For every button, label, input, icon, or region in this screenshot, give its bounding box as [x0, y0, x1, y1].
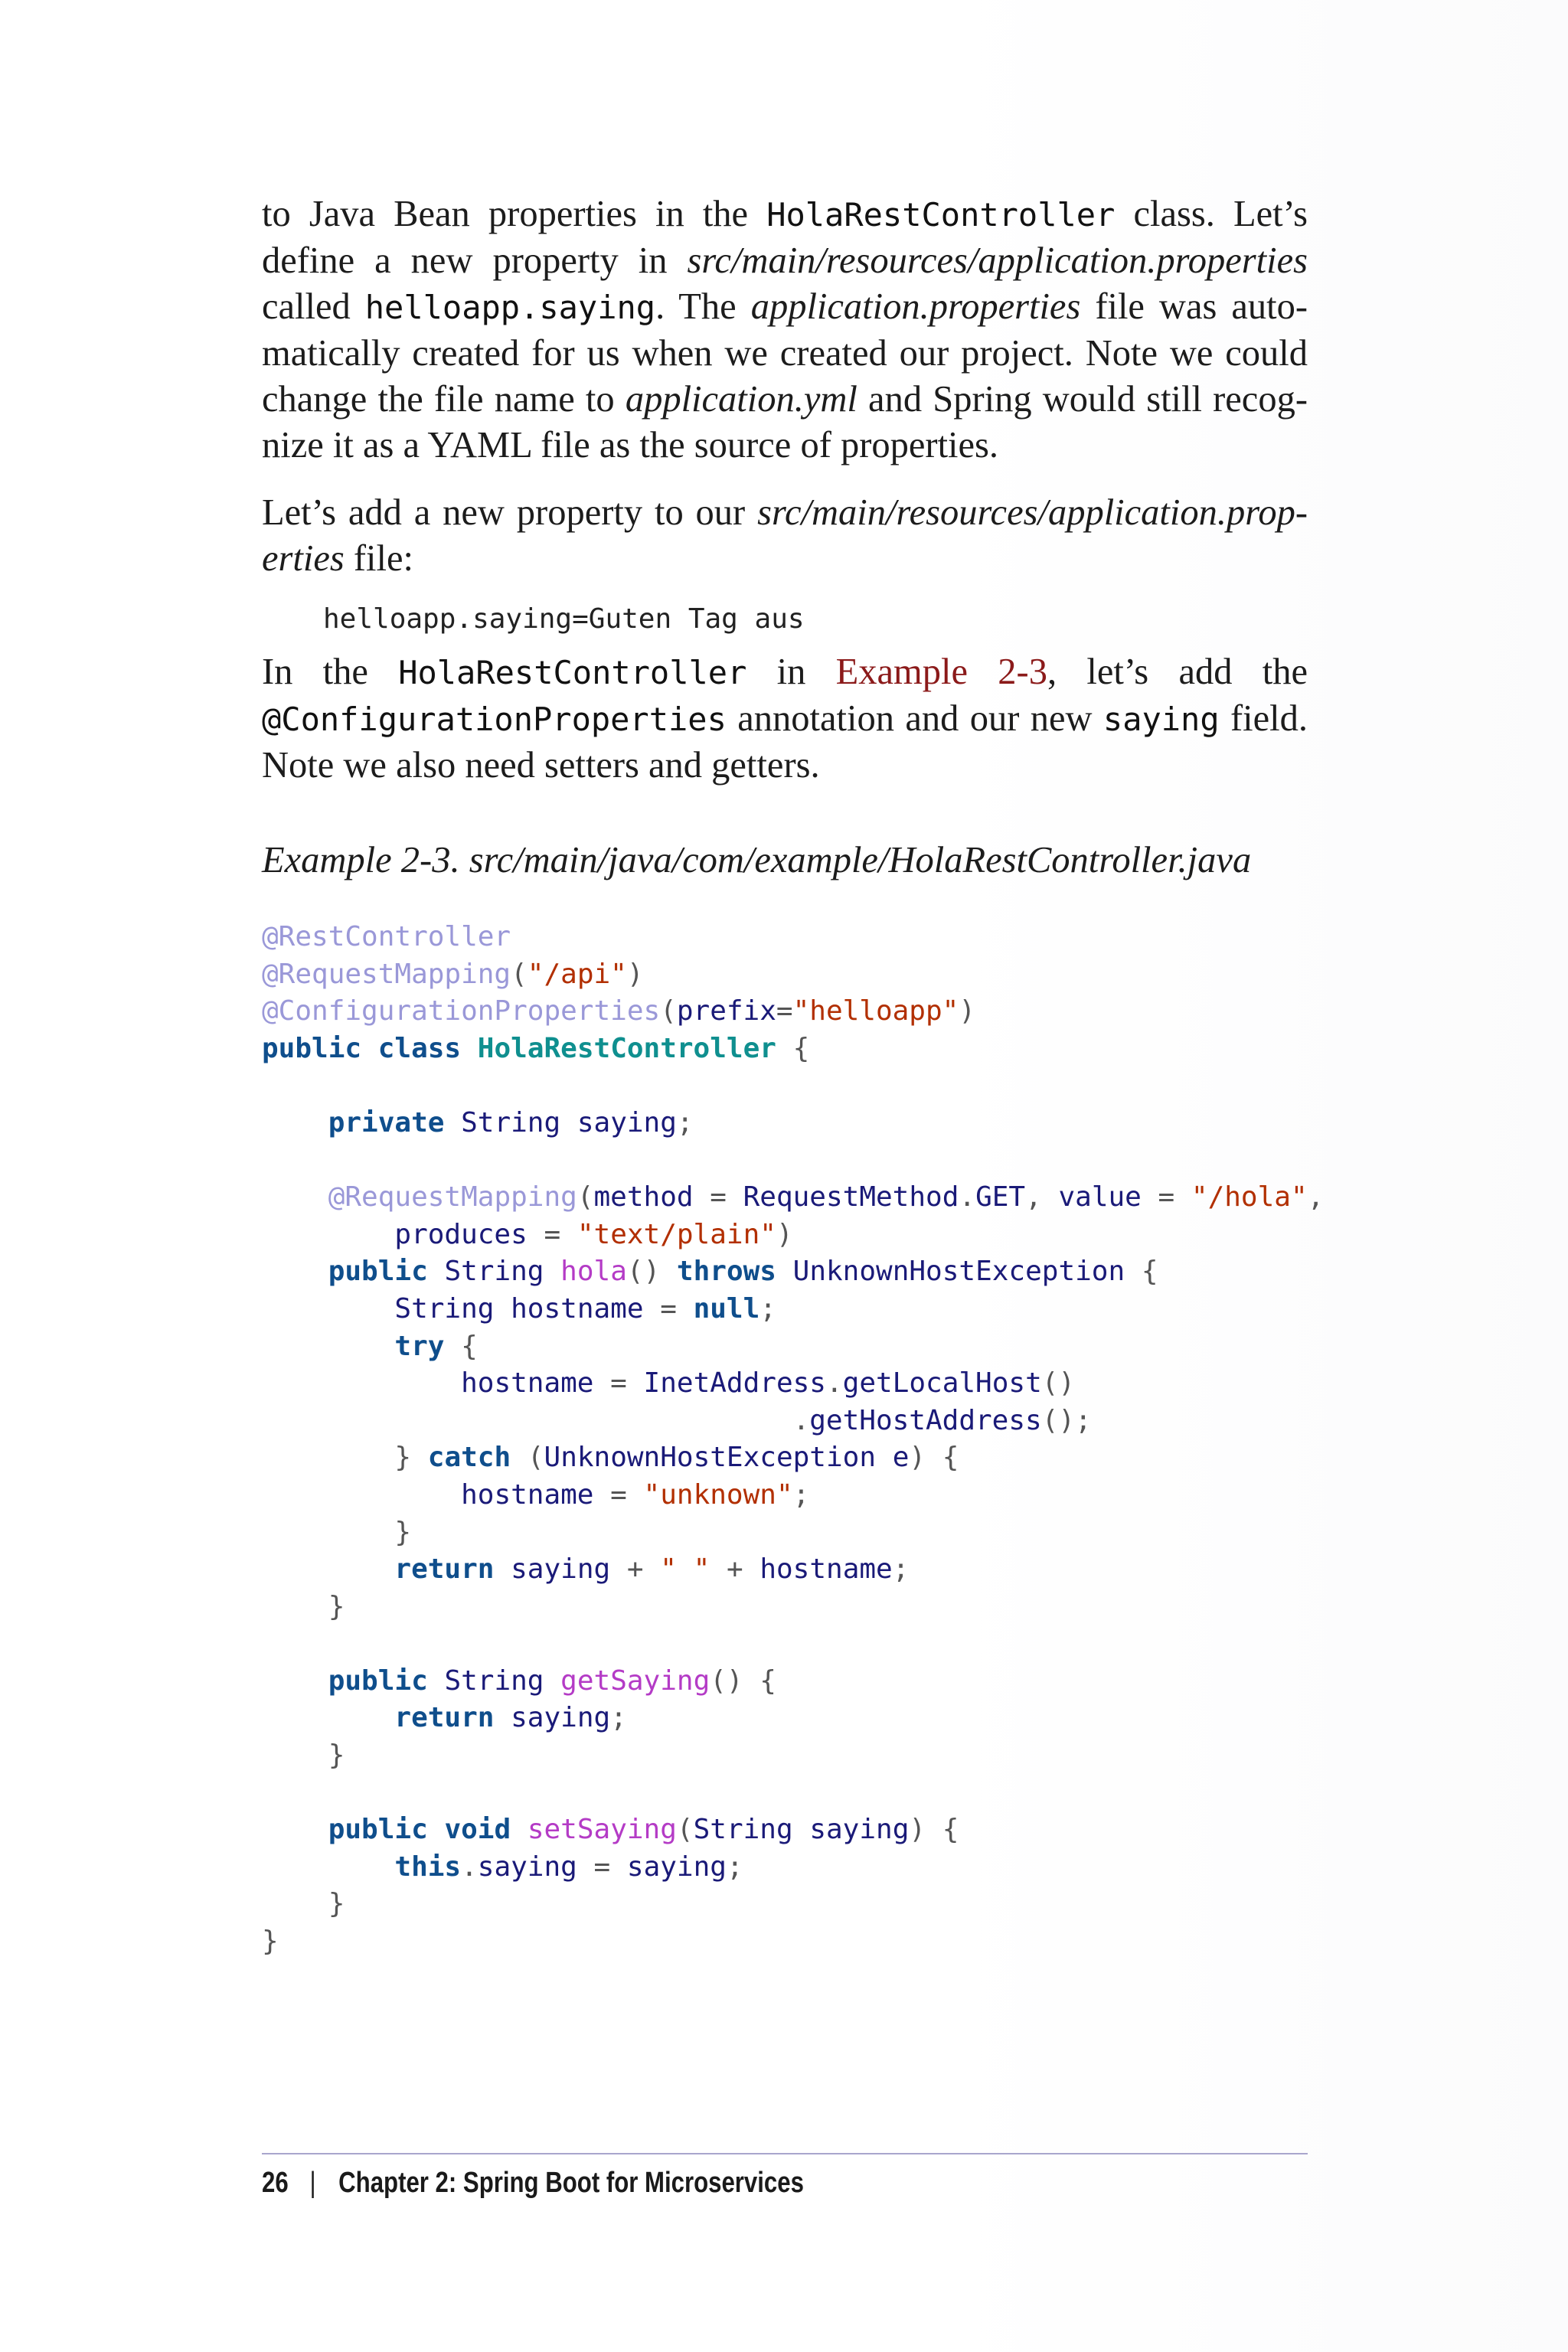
chapter-title: Chapter 2: Spring Boot for Microservices — [338, 2167, 804, 2199]
file-path: application.properties — [750, 286, 1081, 327]
text-run: to Java Bean properties in the — [262, 194, 767, 234]
text-run: called — [262, 286, 365, 327]
file-path: src/main/resources/application.properties — [687, 240, 1308, 281]
annotation: @ConfigurationProperties — [262, 995, 661, 1027]
inline-code: saying — [1102, 701, 1220, 738]
code-token: . — [792, 1404, 810, 1436]
code-token: ) — [776, 1218, 793, 1250]
inline-code: helloapp.saying — [364, 289, 656, 326]
code-token: catch — [427, 1442, 511, 1474]
properties-snippet: helloapp.saying=Guten Tag aus — [323, 603, 805, 635]
code-token: ( — [676, 1814, 694, 1846]
code-token: String — [394, 1292, 495, 1325]
code-token: String — [461, 1106, 561, 1138]
text-run: Let’s add a new property to our — [262, 492, 758, 533]
code-token: } — [394, 1442, 412, 1474]
string-literal: "/api" — [527, 958, 627, 990]
code-token: ( — [660, 995, 677, 1027]
code-token: hostname — [760, 1553, 893, 1586]
code-token: = — [610, 1367, 627, 1400]
text-run: In the — [262, 652, 399, 692]
code-token: hostname — [461, 1478, 594, 1511]
code-token: ) — [626, 958, 644, 990]
code-token: produces — [394, 1218, 528, 1250]
paragraph-properties-intro — [262, 191, 1308, 469]
code-token: public — [328, 1256, 428, 1288]
code-token: ) — [909, 1442, 926, 1474]
file-path: src/main/resources/application.properties — [262, 492, 1308, 579]
example-caption: Example 2-3. src/main/java/com/example/HolaRestController.java — [262, 840, 1252, 880]
code-token: } — [328, 1740, 345, 1772]
code-token: RequestMethod — [743, 1181, 959, 1214]
method-name: hola — [560, 1256, 627, 1288]
text-run: and Spring would still recognize it as a YAML file as the source of properties. — [262, 379, 1308, 466]
text-run: file was automatically created for us when we created our project. Note we could change the file name to — [262, 286, 1308, 420]
code-token: hostname — [511, 1292, 644, 1325]
code-token: { — [942, 1814, 959, 1846]
code-token: + — [726, 1553, 743, 1586]
code-token: ; — [610, 1702, 627, 1734]
code-token: return — [394, 1553, 495, 1586]
code-token: } — [328, 1590, 345, 1622]
code-token: hostname — [461, 1367, 594, 1400]
code-token: saying — [577, 1106, 677, 1138]
footer-separator: | — [309, 2167, 316, 2199]
code-token: . — [825, 1367, 843, 1400]
code-token: UnknownHostException — [544, 1442, 876, 1474]
code-token: { — [1141, 1256, 1158, 1288]
code-token: . — [461, 1851, 478, 1883]
method-name: getSaying — [560, 1664, 710, 1697]
text-run: annotation and our new — [726, 698, 1103, 739]
code-token: saying — [511, 1702, 611, 1734]
code-token: String — [444, 1664, 544, 1697]
code-token: , — [1025, 1181, 1042, 1214]
page-content — [262, 191, 1325, 1961]
text-run: , let’s add the — [1047, 652, 1308, 692]
code-token: ; — [726, 1851, 743, 1883]
code-token: saying — [511, 1553, 611, 1586]
inline-code: @ConfigurationProperties — [262, 701, 727, 738]
code-token: String — [444, 1256, 544, 1288]
code-token: throws — [676, 1256, 776, 1288]
code-token: null — [693, 1292, 760, 1325]
code-token: + — [626, 1553, 644, 1586]
code-token: public — [328, 1664, 428, 1697]
code-token: return — [394, 1702, 495, 1734]
footer-divider — [262, 2153, 1308, 2154]
code-token: method — [593, 1181, 694, 1214]
code-token: = — [610, 1478, 627, 1511]
code-token: void — [444, 1814, 511, 1846]
code-token: (); — [1041, 1404, 1092, 1436]
code-token: { — [792, 1032, 810, 1064]
inline-code: HolaRestController — [766, 196, 1116, 234]
string-literal: "unknown" — [643, 1478, 793, 1511]
code-token: } — [394, 1516, 412, 1548]
code-token: public — [262, 1032, 362, 1064]
code-token: ; — [676, 1106, 694, 1138]
text-run: . The — [655, 286, 751, 327]
code-token: this — [394, 1851, 462, 1883]
text-run: in — [746, 652, 836, 692]
code-token: () — [710, 1664, 743, 1697]
code-token: { — [942, 1442, 959, 1474]
code-token: saying — [477, 1851, 577, 1883]
code-token: e — [892, 1442, 910, 1474]
code-token: ) — [959, 995, 976, 1027]
annotation: @RestController — [262, 921, 511, 952]
text-run: class. Let’s define a new property in — [262, 194, 1308, 281]
code-token: ( — [577, 1181, 594, 1214]
code-token: ; — [792, 1478, 810, 1511]
text-run: field. Note we also need setters and getters. — [262, 698, 1308, 786]
code-token: saying — [626, 1851, 727, 1883]
code-token: () — [626, 1256, 661, 1288]
string-literal: "text/plain" — [577, 1218, 776, 1250]
code-token: getLocalHost — [842, 1367, 1042, 1400]
code-token: UnknownHostException — [792, 1256, 1125, 1288]
code-token: { — [760, 1664, 776, 1697]
code-token: ( — [511, 958, 528, 990]
annotation: @RequestMapping — [328, 1181, 577, 1214]
example-link[interactable]: Example 2-3 — [835, 652, 1047, 692]
page-footer — [262, 2167, 804, 2200]
class-name: HolaRestController — [477, 1032, 776, 1064]
code-token: , — [1307, 1181, 1325, 1214]
code-token: InetAddress — [643, 1367, 826, 1400]
code-token: = — [660, 1292, 677, 1325]
code-listing — [262, 919, 1325, 1961]
code-token: . — [959, 1181, 976, 1214]
code-token: = — [710, 1181, 727, 1214]
code-token: class — [377, 1032, 462, 1064]
code-token: ( — [527, 1442, 544, 1474]
annotation: @RequestMapping — [262, 958, 511, 990]
code-token: public — [328, 1814, 428, 1846]
paragraph-controller-changes — [262, 649, 1308, 789]
file-path: application.yml — [625, 379, 858, 420]
code-token: = — [544, 1218, 561, 1250]
code-token: saying — [809, 1814, 910, 1846]
code-token: = — [593, 1851, 611, 1883]
code-token: = — [776, 995, 793, 1027]
code-token: private — [328, 1106, 445, 1138]
string-literal: "helloapp" — [792, 995, 959, 1027]
code-token: GET — [975, 1181, 1026, 1214]
code-token: ) — [909, 1814, 926, 1846]
code-token: ; — [892, 1553, 910, 1586]
method-name: setSaying — [527, 1814, 677, 1846]
code-token: ; — [760, 1292, 776, 1325]
string-literal: " " — [660, 1553, 710, 1586]
code-token: } — [328, 1888, 345, 1920]
code-token: () — [1041, 1367, 1076, 1400]
code-token: = — [1158, 1181, 1175, 1214]
code-token: { — [461, 1330, 478, 1362]
string-literal: "/hola" — [1191, 1181, 1308, 1214]
code-token: prefix — [676, 995, 776, 1027]
code-token: try — [394, 1330, 445, 1362]
text-run: file: — [344, 538, 413, 579]
code-token: getHostAddress — [809, 1404, 1042, 1436]
paragraph-add-property — [262, 490, 1308, 582]
code-token: String — [693, 1814, 793, 1846]
inline-code: HolaRestController — [398, 654, 747, 691]
code-token: } — [262, 1926, 279, 1958]
code-token: value — [1058, 1181, 1142, 1214]
page-number: 26 — [262, 2167, 289, 2199]
